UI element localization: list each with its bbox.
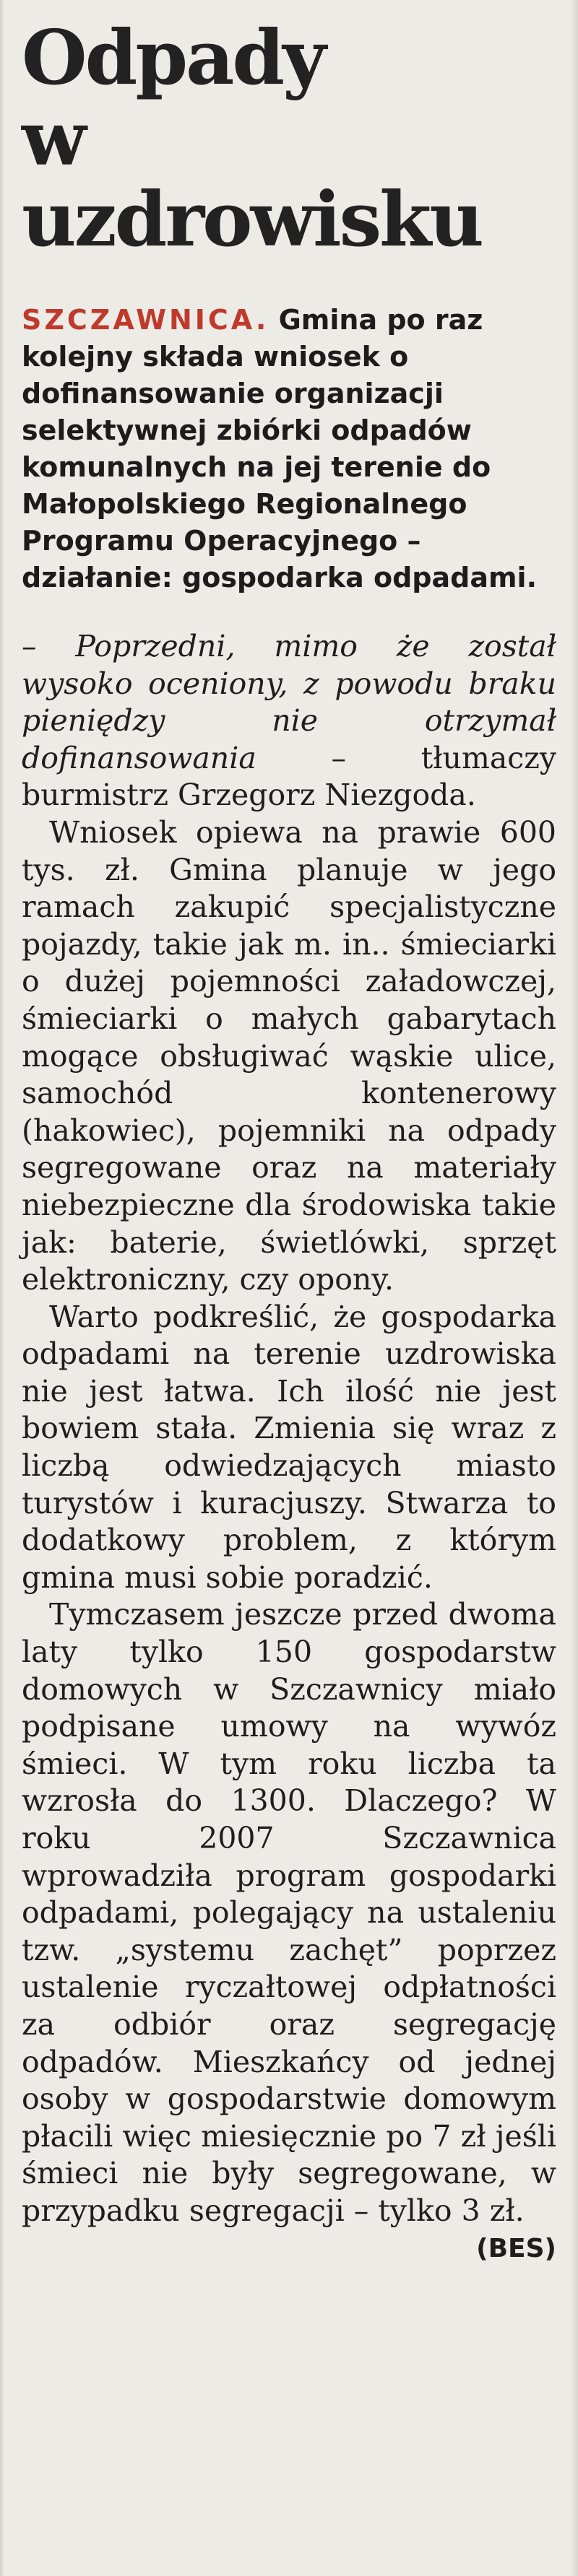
article-lead: [22, 302, 556, 596]
headline-line-2: w uzdrowisku: [22, 94, 482, 264]
body-paragraph-4-text: Tymczasem jeszcze przed dwoma laty tylko 150 gospodarstw domowych w Szczawnicy miało podpisane umowy na wywóz śmieci. W tym roku liczba ta wzrosła do 1300. Dlaczego? W roku 2007 Szczawnica wprowadziła program gospodarki odpadami, polegający na ustaleniu tzw. „systemu zachęt” poprzez ustalenie ryczałtowej odpłatności za odbiór oraz segregację odpadów. Mieszkańcy od jednej osoby w gospodarstwie domowym płacili więc miesięcznie po 7 zł jeśli śmieci nie były segregowane, w przypadku segregacji – tylko 3 zł.: [22, 1597, 556, 2228]
article-body: [22, 628, 556, 2263]
headline-line-1: Odpady: [22, 13, 324, 102]
paper-edge-left: [0, 0, 4, 2576]
author-byline: (BES): [476, 2233, 556, 2263]
body-paragraph-3: Warto podkreślić, że gospodarka odpadami na terenie uzdrowiska nie jest łatwa. Ich ilość nie jest bowiem stała. Zmienia się wraz z liczbą odwiedzających miasto turystów i kuracjuszy. Stwarza to dodatkowy problem, z którym gmina musi sobie poradzić.: [22, 1299, 556, 1595]
location-kicker: SZCZAWNICA.: [22, 304, 269, 336]
quote-attribution: – tłumaczy burmistrz Grzegorz Niezgoda.: [22, 740, 556, 813]
newspaper-article: [22, 13, 556, 2267]
body-paragraph-2: Wniosek opiewa na prawie 600 tys. zł. Gmina planuje w jego ramach zakupić specjalistyczne pojazdy, takie jak m. in.. śmieciarki o dużej pojemności załadowczej, śmieciarki o małych gabarytach mogące obsługiwać wąskie ulice, samochód kontenerowy (hakowiec), pojemniki na odpady segregowane oraz na materiały niebezpieczne dla środowiska takie jak: baterie, świetlówki, sprzęt elektroniczny, czy opony.: [22, 814, 556, 1297]
article-headline: [22, 13, 556, 264]
body-paragraph-1: [22, 628, 556, 814]
paper-edge-right: [571, 0, 578, 2576]
mayor-quote: – Poprzedni, mimo że został wysoko oceniony, z powodu braku pieniędzy nie otrzymał dofinansowania: [22, 629, 556, 775]
body-paragraph-4: [22, 1596, 556, 2263]
lead-text: Gmina po raz kolejny składa wniosek o dofinansowanie organizacji selektywnej zbiórki odpadów komunalnych na jej terenie do Małopolskiego Regionalnego Programu Operacyjnego – działanie: gospodarka odpadami.: [22, 304, 538, 593]
